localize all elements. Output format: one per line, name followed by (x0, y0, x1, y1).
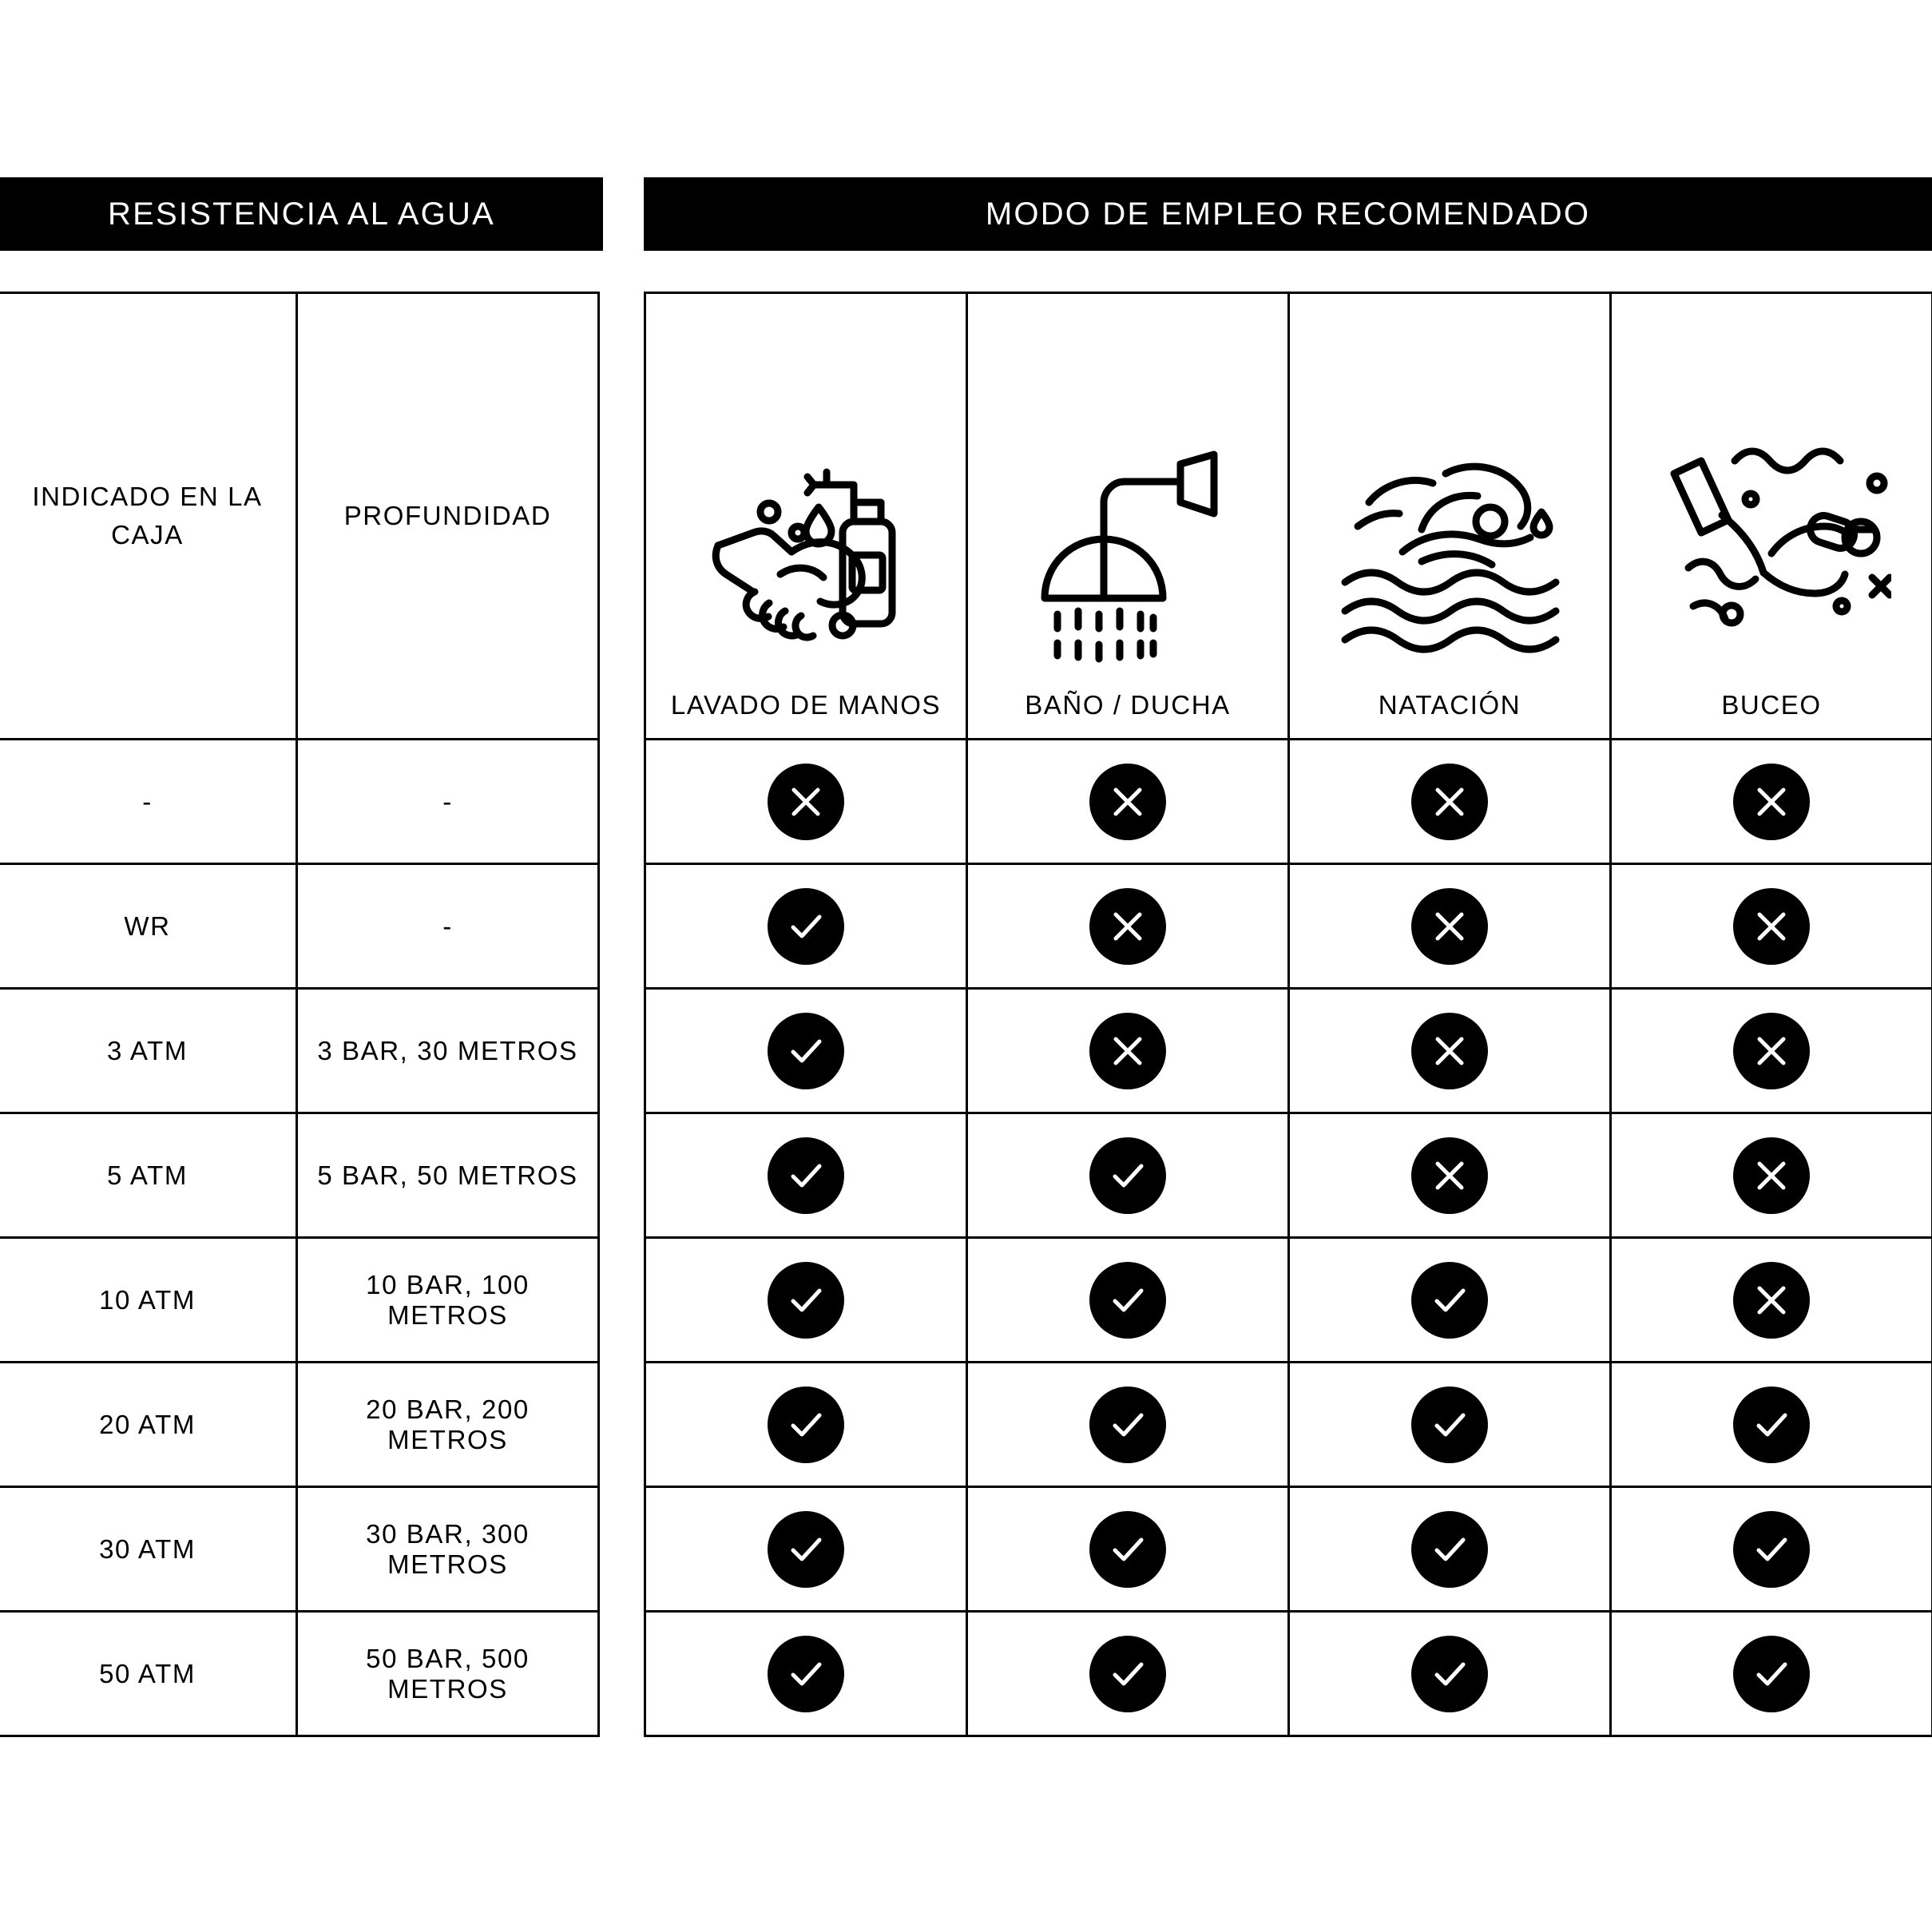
cell-indicado: WR (0, 864, 297, 989)
usage-cell-ba-o-ducha (967, 1238, 1289, 1363)
check-icon (1089, 1137, 1166, 1214)
table-row (645, 1363, 1932, 1487)
cell-profundidad: 50 BAR, 500 METROS (297, 1612, 599, 1736)
check-icon (768, 1013, 844, 1089)
usage-cell-nataci-n (1289, 1238, 1611, 1363)
usage-cell-buceo (1611, 1113, 1932, 1238)
check-icon (1089, 1511, 1166, 1588)
usage-column-label: BAÑO / DUCHA (1025, 690, 1231, 720)
table-row (645, 989, 1932, 1113)
check-icon (1411, 1387, 1488, 1463)
table-row (645, 1487, 1932, 1612)
usage-cell-lavado-de-manos (645, 1363, 967, 1487)
table-row (645, 1612, 1932, 1736)
usage-cell-nataci-n (1289, 989, 1611, 1113)
usage-cell-nataci-n (1289, 1487, 1611, 1612)
resistance-table (0, 292, 600, 1737)
swimming-icon (1326, 414, 1573, 677)
usage-cell-buceo (1611, 989, 1932, 1113)
handwash-icon (686, 414, 926, 677)
table-row (645, 1113, 1932, 1238)
usage-cell-buceo (1611, 1487, 1932, 1612)
usage-cell-buceo (1611, 1363, 1932, 1487)
usage-cell-nataci-n (1289, 1612, 1611, 1736)
usage-column-label: BUCEO (1721, 690, 1822, 720)
cross-icon (768, 764, 844, 840)
usage-column-handwash (645, 293, 967, 740)
cross-icon (1411, 888, 1488, 965)
table-row (645, 864, 1932, 989)
column-header-indicado (0, 293, 297, 740)
table-row (0, 864, 599, 989)
table-row (0, 1612, 599, 1736)
table-row (0, 1487, 599, 1612)
resistance-table-header-row (0, 293, 599, 740)
usage-cell-buceo (1611, 1238, 1932, 1363)
usage-cell-lavado-de-manos (645, 1238, 967, 1363)
usage-cell-lavado-de-manos (645, 864, 967, 989)
usage-cell-lavado-de-manos (645, 740, 967, 864)
diving-icon (1652, 414, 1891, 677)
cell-profundidad: 3 BAR, 30 METROS (297, 989, 599, 1113)
cell-profundidad: - (297, 740, 599, 864)
usage-column-shower (967, 293, 1289, 740)
usage-cell-lavado-de-manos (645, 1113, 967, 1238)
usage-cell-buceo (1611, 864, 1932, 989)
table-row (645, 740, 1932, 864)
check-icon (768, 1387, 844, 1463)
cell-indicado: 50 ATM (0, 1612, 297, 1736)
check-icon (768, 1511, 844, 1588)
table-row (0, 989, 599, 1113)
usage-cell-ba-o-ducha (967, 1113, 1289, 1238)
cross-icon (1411, 1013, 1488, 1089)
check-icon (1733, 1636, 1810, 1712)
check-icon (768, 888, 844, 965)
usage-cell-ba-o-ducha (967, 864, 1289, 989)
table-row (0, 1113, 599, 1238)
check-icon (1089, 1387, 1166, 1463)
check-icon (1089, 1262, 1166, 1339)
usage-cell-nataci-n (1289, 1113, 1611, 1238)
cell-indicado: 20 ATM (0, 1363, 297, 1487)
shower-icon (1008, 414, 1248, 677)
cell-profundidad: 10 BAR, 100 METROS (297, 1238, 599, 1363)
usage-column-label: NATACIÓN (1378, 690, 1521, 720)
table-row (0, 1238, 599, 1363)
cell-indicado: 10 ATM (0, 1238, 297, 1363)
cell-indicado: 3 ATM (0, 989, 297, 1113)
usage-column-label: LAVADO DE MANOS (670, 690, 942, 720)
usage-column-diving (1611, 293, 1932, 740)
usage-cell-ba-o-ducha (967, 989, 1289, 1113)
cross-icon (1411, 764, 1488, 840)
usage-table-body (645, 293, 1932, 1736)
cell-profundidad: 20 BAR, 200 METROS (297, 1363, 599, 1487)
right-section-title: MODO DE EMPLEO RECOMENDADO (644, 177, 1932, 251)
usage-cell-ba-o-ducha (967, 1612, 1289, 1736)
check-icon (1089, 1636, 1166, 1712)
cross-icon (1733, 888, 1810, 965)
cell-indicado: 30 ATM (0, 1487, 297, 1612)
cross-icon (1733, 1262, 1810, 1339)
usage-cell-lavado-de-manos (645, 1612, 967, 1736)
check-icon (1411, 1636, 1488, 1712)
column-header-indicado-line2: CAJA (111, 520, 184, 549)
check-icon (1733, 1387, 1810, 1463)
check-icon (768, 1636, 844, 1712)
check-icon (1411, 1262, 1488, 1339)
table-row (0, 1363, 599, 1487)
usage-table (644, 292, 1932, 1737)
usage-cell-nataci-n (1289, 864, 1611, 989)
cell-profundidad: 30 BAR, 300 METROS (297, 1487, 599, 1612)
check-icon (768, 1262, 844, 1339)
resistance-table-body (0, 293, 599, 1736)
table-row (0, 740, 599, 864)
cell-profundidad: 5 BAR, 50 METROS (297, 1113, 599, 1238)
usage-cell-ba-o-ducha (967, 1363, 1289, 1487)
column-header-profundidad: PROFUNDIDAD (297, 293, 599, 740)
cell-indicado: 5 ATM (0, 1113, 297, 1238)
usage-cell-nataci-n (1289, 1363, 1611, 1487)
cross-icon (1733, 764, 1810, 840)
usage-cell-ba-o-ducha (967, 1487, 1289, 1612)
cross-icon (1411, 1137, 1488, 1214)
cross-icon (1089, 764, 1166, 840)
column-header-indicado-line1: INDICADO EN LA (32, 482, 263, 512)
usage-cell-buceo (1611, 1612, 1932, 1736)
check-icon (1411, 1511, 1488, 1588)
usage-column-swimming (1289, 293, 1611, 740)
cross-icon (1089, 1013, 1166, 1089)
usage-table-header-row (645, 293, 1932, 740)
usage-cell-ba-o-ducha (967, 740, 1289, 864)
cell-indicado: - (0, 740, 297, 864)
cell-profundidad: - (297, 864, 599, 989)
usage-cell-nataci-n (1289, 740, 1611, 864)
check-icon (1733, 1511, 1810, 1588)
usage-cell-lavado-de-manos (645, 989, 967, 1113)
chart-headers (0, 177, 1932, 251)
cross-icon (1733, 1137, 1810, 1214)
usage-cell-lavado-de-manos (645, 1487, 967, 1612)
usage-cell-buceo (1611, 740, 1932, 864)
cross-icon (1733, 1013, 1810, 1089)
cross-icon (1089, 888, 1166, 965)
check-icon (768, 1137, 844, 1214)
table-row (645, 1238, 1932, 1363)
left-section-title: RESISTENCIA AL AGUA (0, 177, 603, 251)
